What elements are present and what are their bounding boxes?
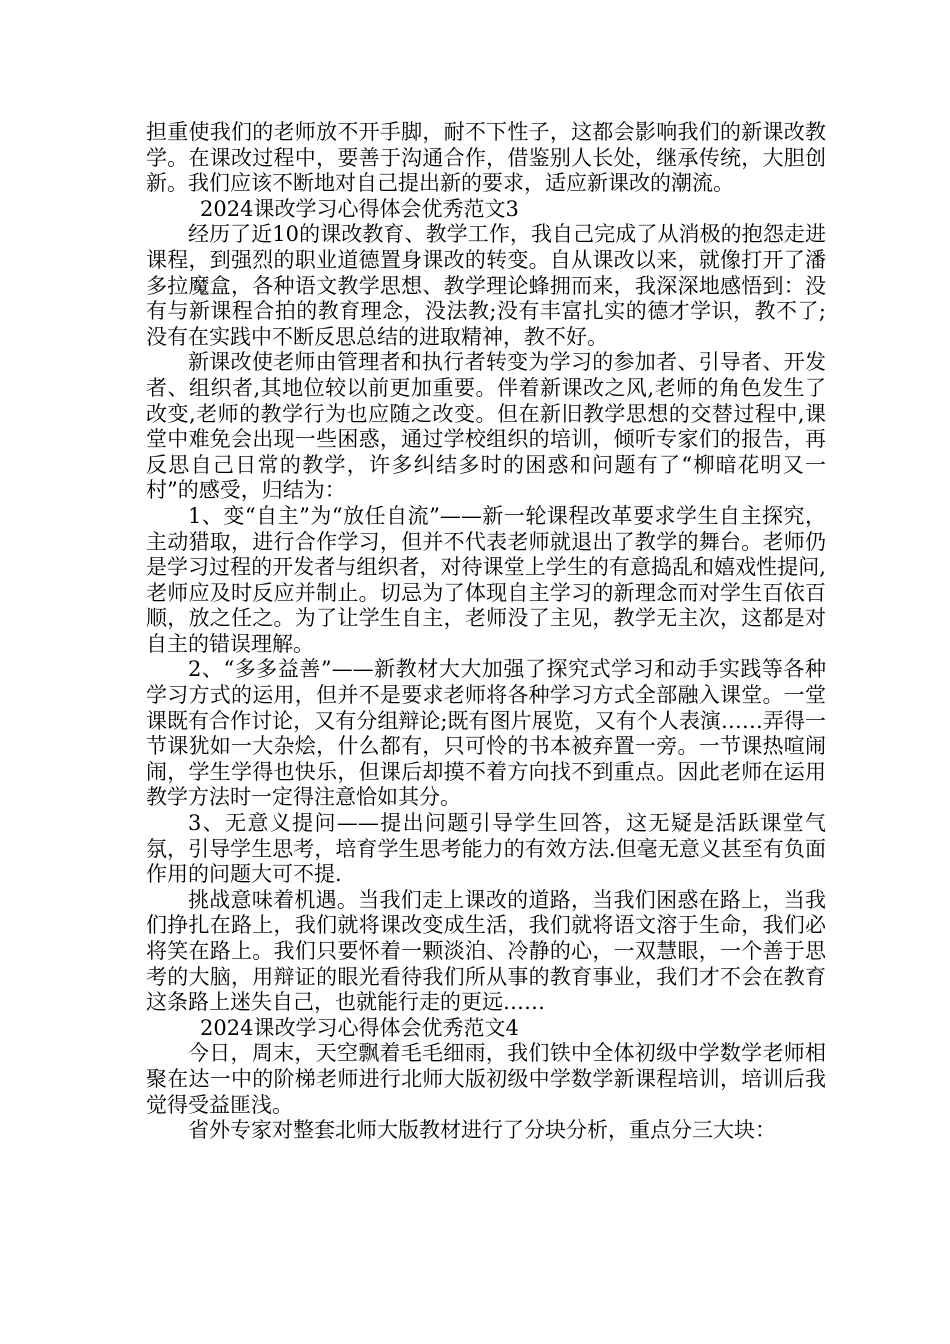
body-paragraph: 新课改使老师由管理者和执行者转变为学习的参加者、引导者、开发者、组织者,其地位较以前更加重要。伴着新课改之风,老师的角色发生了改变,老师的教学行为也应随之改变。但在新旧教学思想的交替过程中,课堂中难免会出现一些困惑，通过学校组织的培训，倾听专家们的报告，再反思自己日常的教学，许多纠结多时的困惑和问题有了“柳暗花明又一村”的感受，归结为： [146,350,826,503]
body-paragraph: 担重使我们的老师放不开手脚，耐不下性子，这都会影响我们的新课改教学。在课改过程中，要善于沟通合作，借鉴别人长处，继承传统，大胆创新。我们应该不断地对自己提出新的要求，适应新课改的潮流。 [146,120,826,196]
body-paragraph: 今日，周末，天空飘着毛毛细雨，我们铁中全体初级中学数学老师相聚在达一中的阶梯老师进行北师大版初级中学数学新课程培训，培训后我觉得受益匪浅。 [146,1041,826,1117]
document-page [146,120,826,1144]
body-paragraph: 1、变“自主”为“放任自流”——新一轮课程改革要求学生自主探究，主动猎取，进行合作学习，但并不代表老师就退出了教学的舞台。老师仍是学习过程的开发者与组织者，对待课堂上学生的有意捣乱和嬉戏性提问,老师应及时反应并制止。切忌为了体现自主学习的新理念而对学生百依百顺，放之任之。为了让学生自主，老师没了主见，教学无主次，这都是对自主的错误理解。 [146,503,826,656]
body-paragraph: 经历了近10的课改教育、教学工作，我自己完成了从消极的抱怨走进课程，到强烈的职业道德置身课改的转变。自从课改以来，就像打开了潘多拉魔盒，各种语文教学思想、教学理论蜂拥而来，我深深地感悟到：没有与新课程合拍的教育理念，没法教;没有丰富扎实的德才学识，教不了;没有在实践中不断反思总结的进取精神，教不好。 [146,222,826,349]
body-paragraph: 省外专家对整套北师大版教材进行了分块分析，重点分三大块： [188,1118,776,1143]
body-paragraph: 2、“多多益善”——新教材大大加强了探究式学习和动手实践等各种学习方式的运用，但并不是要求老师将各种学习方式全部融入课堂。一堂课既有合作讨论，又有分组辩论;既有图片展览，又有个人表演……弄得一节课犹如一大杂烩，什么都有，只可怜的书本被弃置一旁。一节课热喧闹闹，学生学得也快乐，但课后却摸不着方向找不到重点。因此老师在运用教学方法时一定得注意恰如其分。 [146,657,826,810]
body-paragraph: 挑战意味着机遇。当我们走上课改的道路，当我们困惑在路上，当我们挣扎在路上，我们就将课改变成生活，我们就将语文溶于生命，我们必将笑在路上。我们只要怀着一颗淡泊、冷静的心，一双慧眼，一个善于思考的大脑，用辩证的眼光看待我们所从事的教育事业，我们才不会在教育这条路上迷失自己，也就能行走的更远…… [146,887,826,1015]
section-heading: 2024课改学习心得体会优秀范文4 [200,1015,519,1040]
section-heading: 2024课改学习心得体会优秀范文3 [200,196,519,221]
body-paragraph: 3、无意义提问——提出问题引导学生回答，这无疑是活跃课堂气氛，引导学生思考，培育学生思考能力的有效方法.但毫无意义甚至有负面作用的问题大可不提. [146,811,826,887]
